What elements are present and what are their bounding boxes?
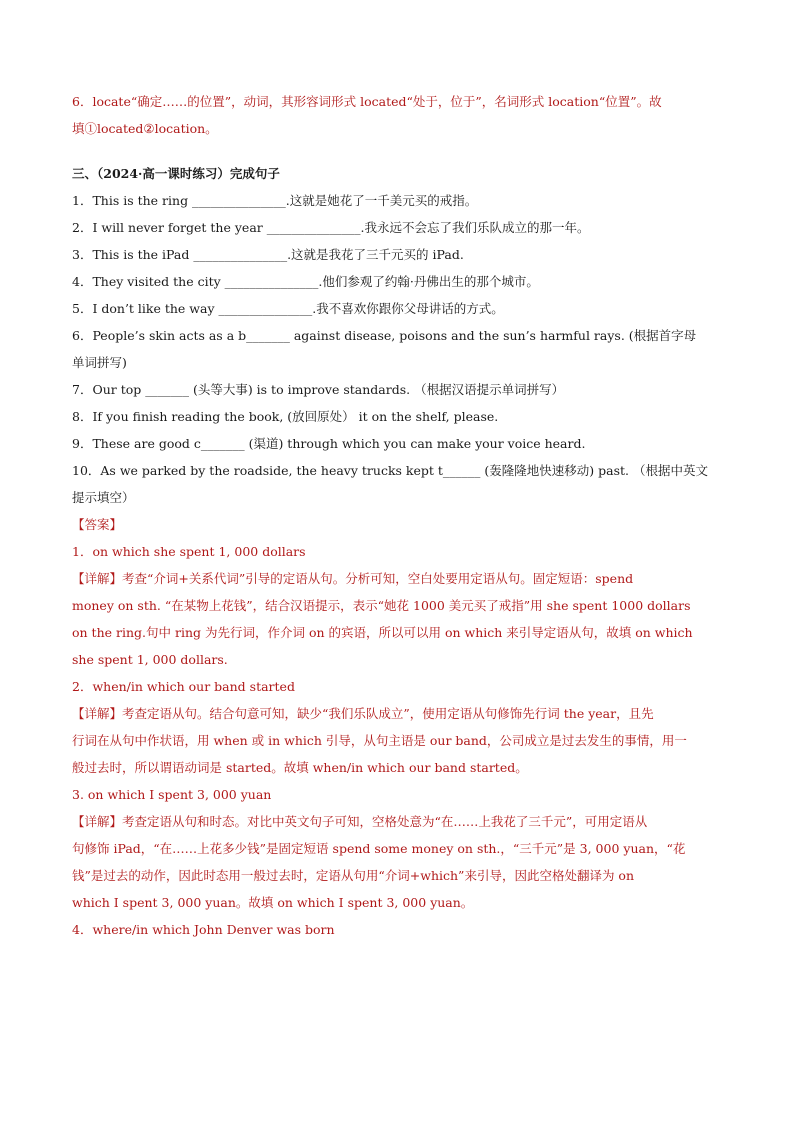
question-line: 4．They visited the city _______________.他们参观了约翰·丹佛出生的那个城市。 (72, 274, 539, 289)
question-line: 3．This is the iPad _______________.这就是我花了三千元买的 iPad. (72, 247, 464, 262)
previous-item-line: 6．locate“确定……的位置”，动词，其形容词形式 located“处于，位于”，名词形式 location“位置”。故 (72, 94, 662, 109)
question-line: 1．This is the ring _______________.这就是她花了一千美元买的戒指。 (72, 193, 478, 208)
answer-block (72, 673, 724, 781)
answer-detail-line: 般过去时，所以谓语动词是 started。故填 when/in which our band started。 (72, 760, 528, 775)
question-line: 8．If you finish reading the book, (放回原处） it on the shelf, please. (72, 409, 499, 424)
question-line: 提示填空） (72, 490, 135, 505)
answer-block (72, 538, 724, 673)
question-list (72, 187, 724, 511)
answer-text: 1．on which she spent 1, 000 dollars (72, 544, 306, 559)
question-line: 单词拼写) (72, 355, 127, 370)
answer-detail-line: which I spent 3, 000 yuan。故填 on which I spent 3, 000 yuan。 (72, 895, 474, 910)
previous-item-line: 填①located②location。 (72, 121, 218, 136)
question-line: 9．These are good c_______ (渠道) through which you can make your voice heard. (72, 436, 586, 451)
answer-detail-line: on the ring.句中 ring 为先行词，作介词 on 的宾语，所以可以用 on which 来引导定语从句，故填 on which (72, 625, 693, 640)
answer-text: 3. on which I spent 3, 000 yuan (72, 787, 272, 802)
answer-block (72, 781, 724, 916)
previous-item (72, 88, 724, 142)
answer-header: 【答案】 (72, 517, 123, 532)
question-line: 5．I don’t like the way _______________.我不喜欢你跟你父母讲话的方式。 (72, 301, 504, 316)
answer-detail-line: money on sth. “在某物上花钱”，结合汉语提示，表示“她花 1000 美元买了戒指”用 she spent 1000 dollars (72, 598, 691, 613)
answer-block (72, 916, 724, 943)
answer-detail-line: 钱”是过去的动作，因此时态用一般过去时，定语从句用“介词+which”来引导，因此空格处翻译为 on (72, 868, 634, 883)
answer-detail-line: 【详解】考查定语从句和时态。对比中英文句子可知，空格处意为“在……上我花了三千元”，可用定语从 (72, 814, 648, 829)
answer-detail-line: 【详解】考查“介词+关系代词”引导的定语从句。分析可知，空白处要用定语从句。固定短语：spend (72, 571, 634, 586)
answer-detail-line: 行词在从句中作状语，用 when 或 in which 引导，从句主语是 our band，公司成立是过去发生的事情，用一 (72, 733, 687, 748)
section-title: 三、（2024·高一课时练习）完成句子 (72, 166, 280, 181)
answer-detail-line: 句修饰 iPad，“在……上花多少钱”是固定短语 spend some money on sth.，“三千元”是 3, 000 yuan，“花 (72, 841, 686, 856)
answer-detail-line: she spent 1, 000 dollars. (72, 652, 228, 667)
document-page (72, 88, 724, 943)
question-line: 7．Our top _______ (头等大事) is to improve standards. （根据汉语提示单词拼写） (72, 382, 565, 397)
question-line: 6．People’s skin acts as a b_______ against disease, poisons and the sun’s harmful rays. (根据首字母 (72, 328, 697, 343)
answer-text: 4．where/in which John Denver was born (72, 922, 335, 937)
question-line: 2．I will never forget the year _______________.我永远不会忘了我们乐队成立的那一年。 (72, 220, 590, 235)
answer-text: 2．when/in which our band started (72, 679, 295, 694)
answer-detail-line: 【详解】考查定语从句。结合句意可知，缺少“我们乐队成立”，使用定语从句修饰先行词 the year，且先 (72, 706, 654, 721)
question-line: 10．As we parked by the roadside, the heavy trucks kept t______ (轰隆隆地快速移动) past. （根据中英文 (72, 463, 708, 478)
